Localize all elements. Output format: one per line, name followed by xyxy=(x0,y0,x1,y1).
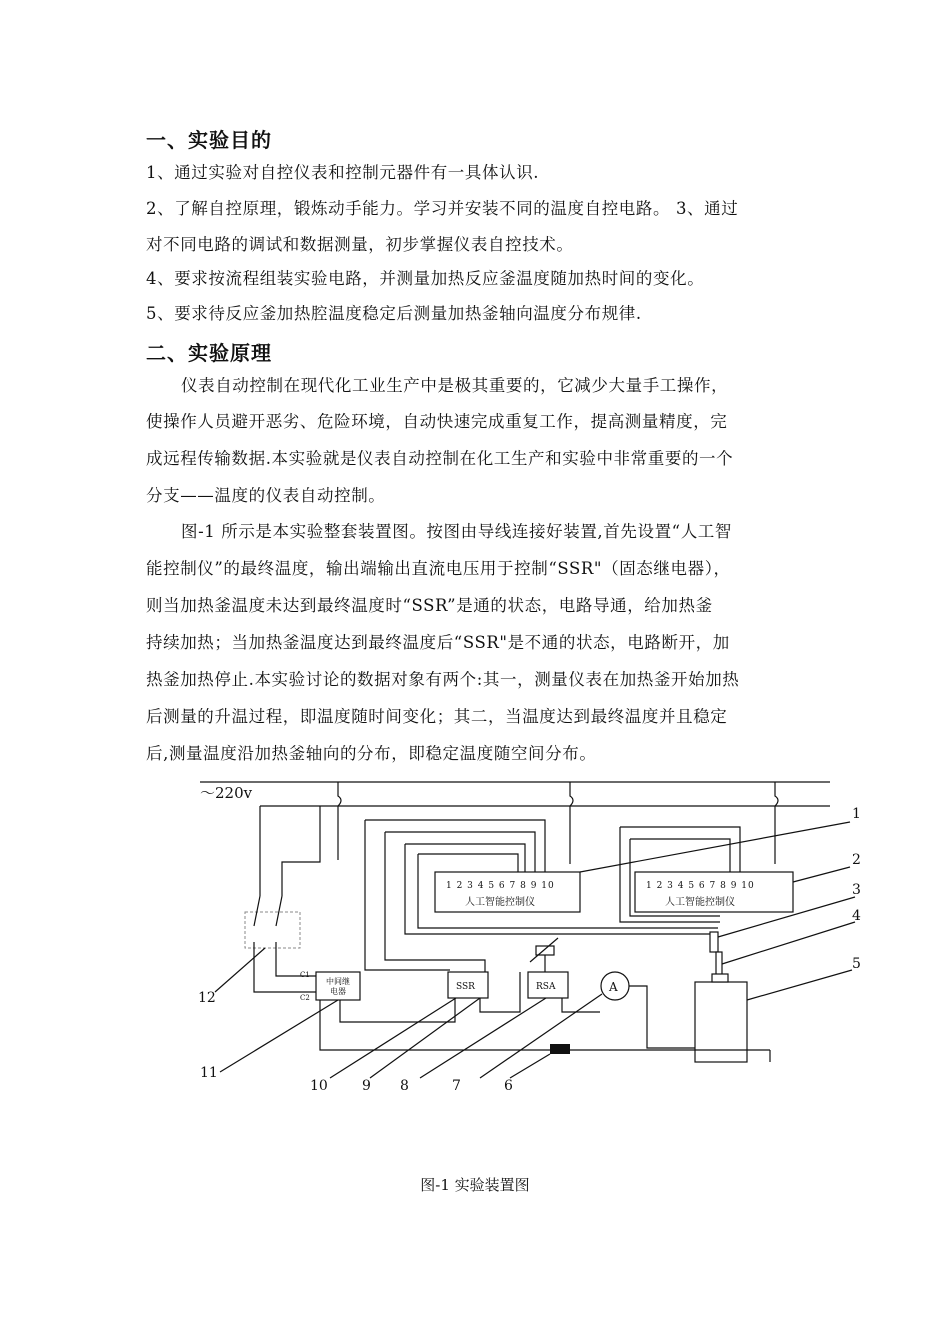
voltage-label: ～220v xyxy=(200,784,253,802)
leader-4 xyxy=(722,922,855,964)
wire-ctrl-c xyxy=(405,844,525,872)
callout-7: 7 xyxy=(452,1078,461,1094)
thermocouple-4 xyxy=(716,952,722,976)
leader-12 xyxy=(215,948,265,992)
callout-4: 4 xyxy=(852,908,861,924)
ammeter-label: A xyxy=(609,980,618,994)
callout-10: 10 xyxy=(310,1078,328,1094)
wire-rsa-out xyxy=(562,998,600,1012)
wire-ctrl-b xyxy=(385,832,535,872)
apparatus-diagram xyxy=(190,772,870,1102)
callout-11: 11 xyxy=(200,1065,218,1081)
leader-9 xyxy=(370,998,480,1078)
purpose-line-4: 4、要求按流程组装实验电路，并测量加热反应釜温度随加热时间的变化。 xyxy=(146,269,705,288)
terminal-c2: C2 xyxy=(300,994,310,1002)
callout-2: 2 xyxy=(852,852,861,868)
controller-1-label: 人工智能控制仪 xyxy=(465,897,535,908)
principle-para1-line-3: 成远程传输数据.本实验就是仪表自动控制在化工生产和实验中非常重要的一个 xyxy=(146,449,734,468)
fuse xyxy=(550,1044,570,1054)
principle-para1-line-4: 分支——温度的仪表自动控制。 xyxy=(146,486,386,505)
principle-para2-line-5: 热釜加热停止.本实验讨论的数据对象有两个:其一，测量仪表在加热釜开始加热 xyxy=(146,670,740,689)
variable-resistor xyxy=(536,946,554,955)
principle-para1-line-1: 仪表自动控制在现代化工业生产中是极其重要的，它减少大量手工操作， xyxy=(181,376,729,395)
leader-10 xyxy=(330,998,456,1078)
wire-jumper-left xyxy=(338,782,341,860)
purpose-line-5: 5、要求待反应釜加热腔温度稳定后测量加热釜轴向温度分布规律. xyxy=(146,304,642,323)
wire-jumper-right xyxy=(775,782,778,864)
terminal-c1: C1 xyxy=(300,971,310,979)
vessel-lid xyxy=(712,974,728,982)
rsa-label: RSA xyxy=(536,982,556,992)
callout-6: 6 xyxy=(504,1078,513,1094)
wire-switch-top xyxy=(282,806,320,882)
controller-1-terminals: 1 2 3 4 5 6 7 8 9 10 xyxy=(446,881,555,891)
callout-8: 8 xyxy=(400,1078,409,1094)
principle-para1-line-2: 使操作人员避开恶劣、危险环境，自动快速完成重复工作，提高测量精度，完 xyxy=(146,412,728,431)
controller-2-terminals: 1 2 3 4 5 6 7 8 9 10 xyxy=(646,881,755,891)
principle-para2-line-3: 则当加热釜温度未达到最终温度时“SSR”是通的状态，电路导通，给加热釜 xyxy=(146,596,713,615)
leader-2 xyxy=(793,867,850,882)
section-heading-principle: 二、实验原理 xyxy=(146,341,272,365)
thermocouple-3 xyxy=(710,932,718,952)
leader-7 xyxy=(480,994,602,1078)
callout-3: 3 xyxy=(852,882,861,898)
principle-para2-line-6: 后测量的升温过程，即温度随时间变化；其二，当温度达到最终温度并且稳定 xyxy=(146,707,728,726)
controller-2-label: 人工智能控制仪 xyxy=(665,897,735,908)
leader-8 xyxy=(420,998,546,1078)
figure-caption: 图-1 实验装置图 xyxy=(420,1176,530,1194)
callout-5: 5 xyxy=(852,956,861,972)
relay-label-2: 电器 xyxy=(330,987,346,996)
wire-ctrl-f xyxy=(630,839,730,872)
purpose-line-3: 对不同电路的调试和数据测量，初步掌握仪表自控技术。 xyxy=(146,235,574,254)
relay-label-1: 中间继 xyxy=(326,977,350,986)
leader-6 xyxy=(510,1054,550,1078)
wire-ammeter-out xyxy=(629,986,697,1048)
principle-para2-line-4: 持续加热；当加热釜温度达到最终温度后“SSR"是不通的状态，电路断开，加 xyxy=(146,633,730,652)
switch-box xyxy=(245,912,300,948)
principle-para2-line-7: 后,测量温度沿加热釜轴向的分布，即稳定温度随空间分布。 xyxy=(146,744,597,763)
principle-para2-line-1: 图-1 所示是本实验整套装置图。按图由导线连接好装置,首先设置“人工智 xyxy=(181,522,732,541)
leader-5 xyxy=(747,970,852,1000)
switch-contacts xyxy=(254,806,282,926)
ssr-label: SSR xyxy=(456,982,475,992)
wire-switch-c1 xyxy=(276,942,316,976)
purpose-line-2: 2、了解自控原理，锻炼动手能力。学习并安装不同的温度自控电路。 3、通过 xyxy=(146,199,739,218)
wire-ctrl-e xyxy=(620,827,740,872)
wire-jumper-mid xyxy=(570,782,573,864)
wire-ctrl-d xyxy=(418,854,518,872)
principle-para2-line-2: 能控制仪”的最终温度，输出端输出直流电压用于控制“SSR"（固态继电器）， xyxy=(146,559,731,578)
callout-1: 1 xyxy=(852,806,861,822)
callout-9: 9 xyxy=(362,1078,371,1094)
callout-12: 12 xyxy=(198,990,216,1006)
purpose-line-1: 1、通过实验对自控仪表和控制元器件有一具体认识. xyxy=(146,163,540,182)
section-heading-purpose: 一、实验目的 xyxy=(146,128,272,152)
